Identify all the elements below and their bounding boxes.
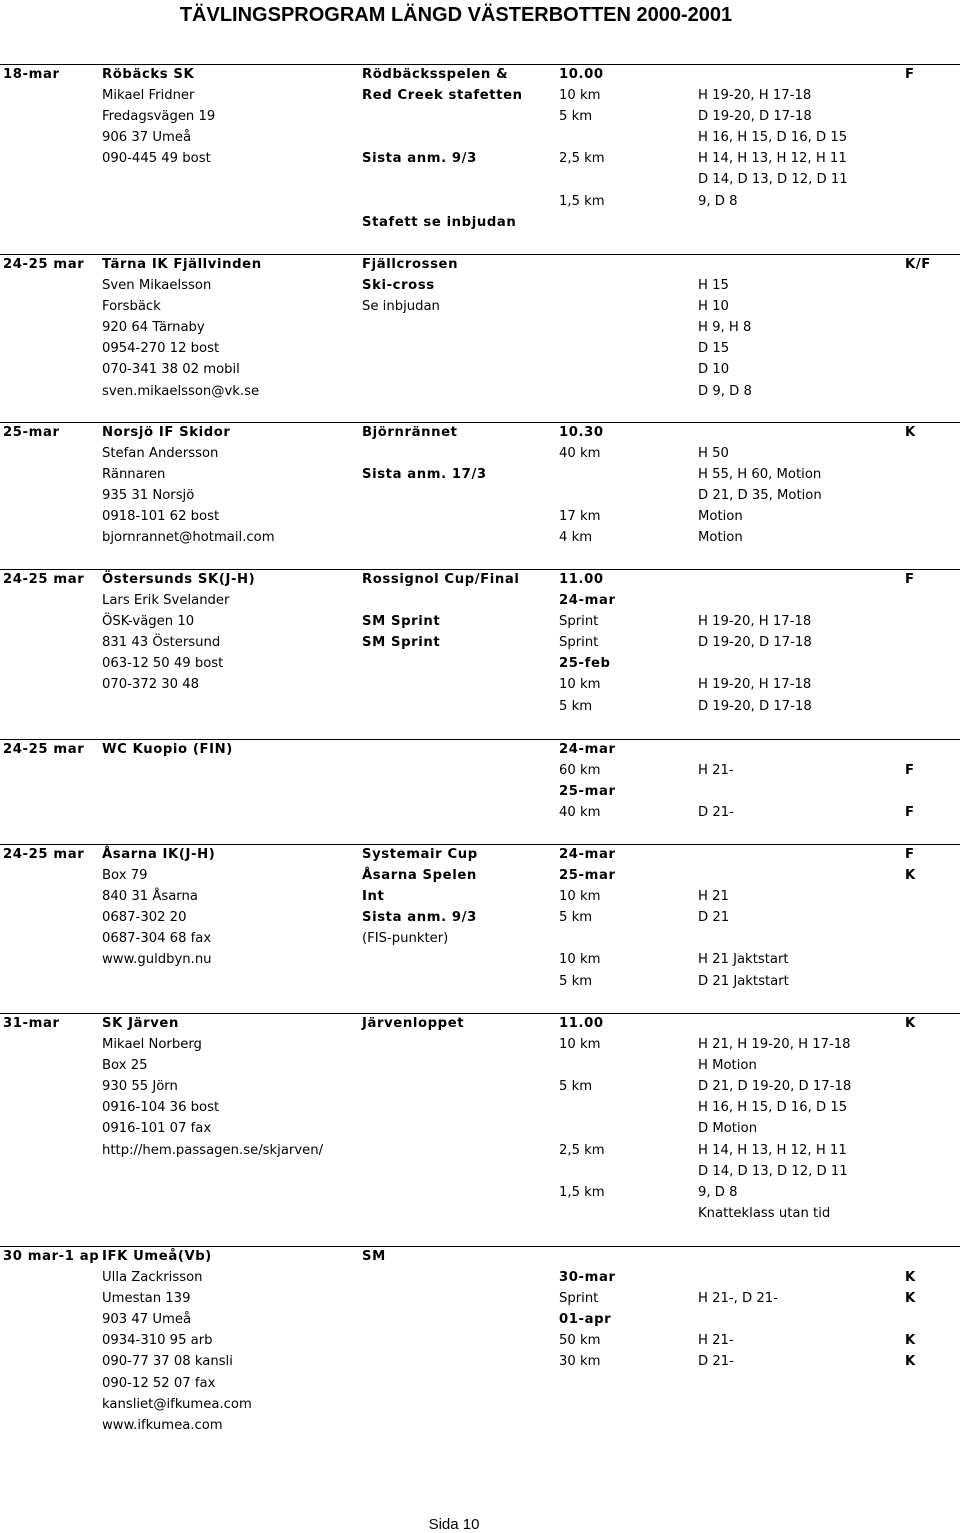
club-contact-cell: Mikael Fridner (102, 88, 195, 104)
club-contact-cell: 090-77 37 08 kansli (102, 1354, 233, 1370)
club-contact-cell: 903 47 Umeå (102, 1312, 192, 1328)
club-contact-cell: Åsarna IK(J-H) (102, 847, 216, 862)
club-contact-cell: 920 64 Tärnaby (102, 320, 205, 336)
club-contact-cell: kansliet@ifkumea.com (102, 1396, 252, 1412)
time-distance-cell: 10 km (559, 88, 601, 104)
classes-cell: H 21-, D 21- (698, 1291, 778, 1307)
club-contact-cell: 831 43 Östersund (102, 635, 221, 651)
table-row (0, 929, 960, 950)
time-distance-cell: 5 km (559, 1079, 593, 1095)
club-contact-cell: WC Kuopio (FIN) (102, 742, 233, 757)
classes-cell: D 21, D 35, Motion (698, 488, 822, 504)
competition-entry (0, 570, 960, 718)
club-contact-cell: 0934-310 95 arb (102, 1333, 213, 1349)
table-row (0, 591, 960, 612)
club-contact-cell: SK Järven (102, 1016, 179, 1031)
competition-entry (0, 255, 960, 403)
classes-cell: H 14, H 13, H 12, H 11 (698, 1142, 847, 1158)
table-row (0, 1098, 960, 1119)
table-row (0, 318, 960, 339)
time-distance-cell: 5 km (559, 973, 593, 989)
type-cell: K (905, 1016, 916, 1031)
classes-cell: D 21 Jaktstart (698, 973, 789, 989)
table-row (0, 465, 960, 486)
table-row (0, 276, 960, 297)
club-contact-cell: ÖSK-vägen 10 (102, 614, 195, 630)
classes-cell: 9, D 8 (698, 193, 738, 209)
type-cell: F (905, 572, 915, 587)
table-row (0, 444, 960, 465)
event-cell: Sista anm. 17/3 (362, 467, 487, 483)
time-distance-cell: 10 km (559, 952, 601, 968)
classes-cell: H 50 (698, 446, 729, 462)
table-row (0, 1035, 960, 1056)
time-distance-cell: 10 km (559, 1037, 601, 1053)
table-row (0, 297, 960, 318)
event-cell: Stafett se inbjudan (362, 214, 517, 230)
event-cell: Fjällcrossen (362, 257, 459, 272)
event-cell: Rossignol Cup/Final (362, 572, 520, 587)
date-cell: 30 mar-1 ap (3, 1249, 100, 1264)
club-contact-cell: 070-341 38 02 mobil (102, 362, 240, 378)
type-cell: K (905, 868, 916, 884)
time-distance-cell: 2,5 km (559, 1142, 605, 1158)
classes-cell: D 14, D 13, D 12, D 11 (698, 172, 848, 188)
type-cell: K (905, 1270, 916, 1286)
club-contact-cell: IFK Umeå(Vb) (102, 1249, 212, 1264)
time-distance-cell: 24-mar (559, 847, 616, 862)
table-row (0, 360, 960, 381)
club-contact-cell: 070-372 30 48 (102, 677, 200, 693)
classes-cell: D Motion (698, 1121, 758, 1137)
table-row (0, 107, 960, 128)
classes-cell: D 19-20, D 17-18 (698, 635, 812, 651)
table-row (0, 570, 960, 591)
type-cell: F (905, 67, 915, 82)
time-distance-cell: 25-mar (559, 784, 616, 800)
club-contact-cell: Norsjö IF Skidor (102, 425, 231, 440)
event-cell: Sista anm. 9/3 (362, 151, 477, 167)
classes-cell: H 16, H 15, D 16, D 15 (698, 130, 848, 146)
club-contact-cell: 840 31 Åsarna (102, 889, 198, 905)
classes-cell: D 21, D 19-20, D 17-18 (698, 1079, 852, 1095)
table-row (0, 339, 960, 360)
table-row (0, 740, 960, 761)
club-contact-cell: Box 25 (102, 1058, 148, 1074)
time-distance-cell: 30-mar (559, 1270, 616, 1286)
time-distance-cell: 5 km (559, 109, 593, 125)
classes-cell: H 21 Jaktstart (698, 952, 789, 968)
classes-cell: D 15 (698, 341, 730, 357)
classes-cell: H 21, H 19-20, H 17-18 (698, 1037, 851, 1053)
classes-cell: H 16, H 15, D 16, D 15 (698, 1100, 848, 1116)
table-row (0, 86, 960, 107)
table-row (0, 1374, 960, 1395)
time-distance-cell: 24-mar (559, 742, 616, 757)
club-contact-cell: 0916-104 36 bost (102, 1100, 220, 1116)
classes-cell: H Motion (698, 1058, 757, 1074)
competition-entry (0, 423, 960, 550)
time-distance-cell: 10.00 (559, 67, 604, 82)
classes-cell: Motion (698, 530, 743, 546)
event-cell: SM Sprint (362, 614, 441, 630)
event-cell: Ski-cross (362, 278, 435, 294)
classes-cell: D 19-20, D 17-18 (698, 698, 812, 714)
classes-cell: H 15 (698, 278, 729, 294)
classes-cell: 9, D 8 (698, 1184, 738, 1200)
table-row (0, 528, 960, 549)
table-row (0, 1416, 960, 1437)
table-row (0, 149, 960, 170)
classes-cell: H 19-20, H 17-18 (698, 677, 812, 693)
classes-cell: Knatteklass utan tid (698, 1205, 831, 1221)
date-cell: 18-mar (3, 67, 60, 82)
table-row (0, 782, 960, 803)
club-contact-cell: 090-12 52 07 fax (102, 1375, 216, 1391)
time-distance-cell: 01-apr (559, 1312, 612, 1328)
time-distance-cell: 10.30 (559, 425, 604, 440)
type-cell: F (905, 805, 915, 821)
table-row (0, 697, 960, 718)
table-row (0, 1310, 960, 1331)
event-cell: Systemair Cup (362, 847, 478, 862)
event-cell: Rödbäcksspelen & (362, 67, 509, 82)
type-cell: F (905, 847, 915, 862)
time-distance-cell: 10 km (559, 677, 601, 693)
classes-cell: D 21- (698, 805, 734, 821)
club-contact-cell: Rännaren (102, 467, 166, 483)
time-distance-cell: 11.00 (559, 572, 604, 587)
classes-cell: H 19-20, H 17-18 (698, 614, 812, 630)
time-distance-cell: 24-mar (559, 593, 616, 609)
event-cell: Åsarna Spelen (362, 868, 477, 884)
event-cell: Björnrännet (362, 425, 458, 440)
classes-cell: H 21- (698, 1333, 734, 1349)
time-distance-cell: 4 km (559, 530, 593, 546)
table-row (0, 675, 960, 696)
table-row (0, 761, 960, 782)
table-row (0, 845, 960, 866)
competition-entry (0, 1247, 960, 1437)
time-distance-cell: Sprint (559, 1291, 599, 1307)
event-cell: SM Sprint (362, 635, 441, 651)
competition-entry (0, 740, 960, 824)
classes-cell: H 55, H 60, Motion (698, 467, 822, 483)
classes-cell: H 21 (698, 889, 729, 905)
table-row (0, 633, 960, 654)
classes-cell: D 9, D 8 (698, 383, 752, 399)
classes-cell: H 21- (698, 763, 734, 779)
time-distance-cell: Sprint (559, 635, 599, 651)
type-cell: K (905, 1291, 916, 1307)
club-contact-cell: 906 37 Umeå (102, 130, 192, 146)
table-row (0, 1141, 960, 1162)
table-row (0, 887, 960, 908)
club-contact-cell: Forsbäck (102, 299, 161, 315)
classes-cell: D 21- (698, 1354, 734, 1370)
date-cell: 24-25 mar (3, 742, 85, 757)
event-cell: SM (362, 1249, 386, 1264)
type-cell: K (905, 425, 916, 440)
time-distance-cell: 5 km (559, 698, 593, 714)
classes-cell: H 9, H 8 (698, 320, 752, 336)
time-distance-cell: 25-mar (559, 868, 616, 884)
table-row (0, 255, 960, 276)
table-row (0, 170, 960, 191)
competition-entry (0, 845, 960, 993)
type-cell: K (905, 1354, 916, 1370)
type-cell: K/F (905, 257, 931, 272)
time-distance-cell: 1,5 km (559, 193, 605, 209)
club-contact-cell: www.guldbyn.nu (102, 952, 212, 968)
time-distance-cell: 2,5 km (559, 151, 605, 167)
club-contact-cell: Box 79 (102, 868, 148, 884)
time-distance-cell: 5 km (559, 910, 593, 926)
time-distance-cell: 11.00 (559, 1016, 604, 1031)
club-contact-cell: sven.mikaelsson@vk.se (102, 383, 260, 399)
table-row (0, 1014, 960, 1035)
club-contact-cell: bjornrannet@hotmail.com (102, 530, 275, 546)
club-contact-cell: 930 55 Jörn (102, 1079, 178, 1095)
event-cell: Järvenloppet (362, 1016, 465, 1031)
table-row (0, 866, 960, 887)
table-row (0, 1395, 960, 1416)
date-cell: 31-mar (3, 1016, 60, 1031)
table-row (0, 612, 960, 633)
event-cell: (FIS-punkter) (362, 931, 449, 947)
table-row (0, 507, 960, 528)
club-contact-cell: Röbäcks SK (102, 67, 195, 82)
table-row (0, 950, 960, 971)
table-row (0, 908, 960, 929)
classes-cell: D 14, D 13, D 12, D 11 (698, 1163, 848, 1179)
table-row (0, 1331, 960, 1352)
type-cell: F (905, 763, 915, 779)
table-row (0, 423, 960, 444)
club-contact-cell: Östersunds SK(J-H) (102, 572, 256, 587)
table-row (0, 803, 960, 824)
page-title: TÄVLINGSPROGRAM LÄNGD VÄSTERBOTTEN 2000-2001 (179, 4, 733, 26)
time-distance-cell: 40 km (559, 446, 601, 462)
club-contact-cell: Mikael Norberg (102, 1037, 202, 1053)
club-contact-cell: 0687-304 68 fax (102, 931, 212, 947)
time-distance-cell: 10 km (559, 889, 601, 905)
table-row (0, 1056, 960, 1077)
classes-cell: Motion (698, 509, 743, 525)
table-row (0, 213, 960, 234)
table-row (0, 1162, 960, 1183)
date-cell: 24-25 mar (3, 572, 85, 587)
classes-cell: H 10 (698, 299, 729, 315)
date-cell: 24-25 mar (3, 257, 85, 272)
time-distance-cell: 60 km (559, 763, 601, 779)
club-contact-cell: www.ifkumea.com (102, 1417, 223, 1433)
club-contact-cell: 0916-101 07 fax (102, 1121, 212, 1137)
club-contact-cell: 063-12 50 49 bost (102, 656, 224, 672)
table-row (0, 128, 960, 149)
table-row (0, 654, 960, 675)
club-contact-cell: Ulla Zackrisson (102, 1270, 203, 1286)
club-contact-cell: Stefan Andersson (102, 446, 219, 462)
classes-cell: H 19-20, H 17-18 (698, 88, 812, 104)
table-row (0, 65, 960, 86)
club-contact-cell: Sven Mikaelsson (102, 278, 212, 294)
time-distance-cell: 25-feb (559, 656, 611, 672)
club-contact-cell: Fredagsvägen 19 (102, 109, 216, 125)
event-cell: Sista anm. 9/3 (362, 910, 477, 926)
table-row (0, 1352, 960, 1373)
page-footer: Sida 10 (428, 1516, 480, 1533)
time-distance-cell: 50 km (559, 1333, 601, 1349)
table-row (0, 382, 960, 403)
event-cell: Se inbjudan (362, 299, 440, 315)
club-contact-cell: 0954-270 12 bost (102, 341, 220, 357)
event-cell: Int (362, 889, 385, 905)
club-contact-cell: 0687-302 20 (102, 910, 187, 926)
table-row (0, 192, 960, 213)
club-contact-cell: 0918-101 62 bost (102, 509, 220, 525)
time-distance-cell: 40 km (559, 805, 601, 821)
date-cell: 24-25 mar (3, 847, 85, 862)
classes-cell: D 21 (698, 910, 730, 926)
event-cell: Red Creek stafetten (362, 88, 523, 104)
club-contact-cell: http://hem.passagen.se/skjarven/ (102, 1142, 324, 1158)
table-row (0, 1289, 960, 1310)
classes-cell: H 14, H 13, H 12, H 11 (698, 151, 847, 167)
time-distance-cell: 1,5 km (559, 1184, 605, 1200)
time-distance-cell: 17 km (559, 509, 601, 525)
table-row (0, 486, 960, 507)
club-contact-cell: 935 31 Norsjö (102, 488, 195, 504)
time-distance-cell: Sprint (559, 614, 599, 630)
table-row (0, 1119, 960, 1140)
type-cell: K (905, 1333, 916, 1349)
competition-entry (0, 1014, 960, 1225)
table-row (0, 1183, 960, 1204)
club-contact-cell: Lars Erik Svelander (102, 593, 230, 609)
club-contact-cell: 090-445 49 bost (102, 151, 211, 167)
club-contact-cell: Tärna IK Fjällvinden (102, 257, 262, 272)
table-row (0, 1247, 960, 1268)
competition-entry (0, 65, 960, 234)
classes-cell: D 10 (698, 362, 730, 378)
date-cell: 25-mar (3, 425, 60, 440)
table-row (0, 972, 960, 993)
table-row (0, 1077, 960, 1098)
club-contact-cell: Umestan 139 (102, 1291, 191, 1307)
table-row (0, 1268, 960, 1289)
table-row (0, 1204, 960, 1225)
time-distance-cell: 30 km (559, 1354, 601, 1370)
classes-cell: D 19-20, D 17-18 (698, 109, 812, 125)
